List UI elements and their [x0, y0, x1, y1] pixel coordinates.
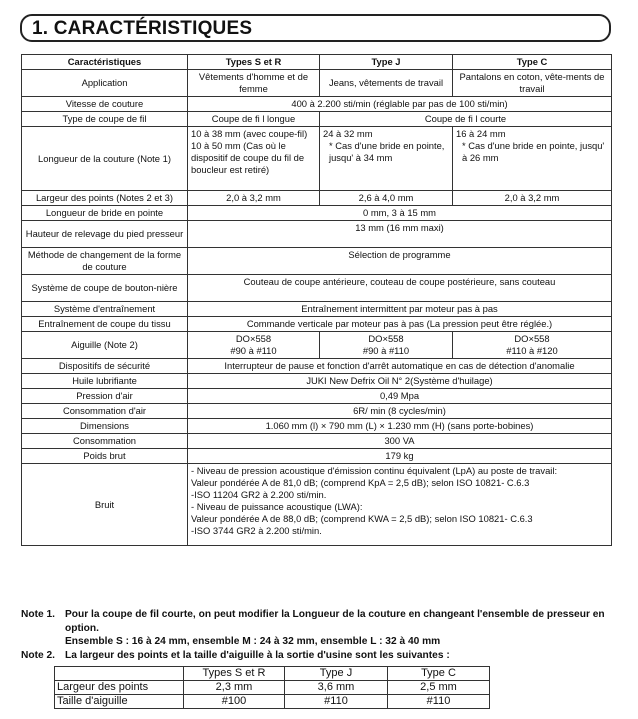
- table-header-row: [22, 55, 612, 70]
- row-label: Largeur des points (Notes 2 et 3): [22, 191, 188, 206]
- row-label: Bruit: [22, 464, 188, 546]
- cell-line: #90 à #110: [230, 345, 277, 356]
- noise-line: Valeur pondérée A de 81,0 dB; (comprend KpA = 2,5 dB); selon ISO 10821- C.6.3: [191, 477, 530, 488]
- cell-all-types: 400 à 2.200 sti/min (réglable par pas de 100 sti/min): [188, 97, 612, 112]
- cell-types-s-r: [188, 127, 320, 191]
- cell-all-types: 6R/ min (8 cycles/min): [188, 404, 612, 419]
- table-cell: #110: [388, 695, 490, 709]
- cell-line: DO×558: [368, 333, 404, 344]
- table-row: [22, 302, 612, 317]
- table-cell: 2,3 mm: [184, 681, 285, 695]
- cell-line: #90 à #110: [362, 345, 410, 356]
- table-row: [22, 97, 612, 112]
- factory-settings-table: [54, 666, 490, 709]
- note-label: Note 2.: [21, 649, 55, 661]
- noise-line: Valeur pondérée A de 88,0 dB; (comprend KWA = 2,5 dB); selon ISO 10821- C.6.3: [191, 513, 533, 524]
- row-label: Dimensions: [22, 419, 188, 434]
- table-row: [55, 695, 490, 709]
- cell-all-types: 300 VA: [188, 434, 612, 449]
- row-label: Consommation d'air: [22, 404, 188, 419]
- cell-type-j: Jeans, vêtements de travail: [320, 70, 453, 97]
- cell-all-types: [188, 464, 612, 546]
- row-label: Type de coupe de fil: [22, 112, 188, 127]
- note-2: [21, 649, 611, 663]
- cell-all-types: 179 kg: [188, 449, 612, 464]
- noise-line: -ISO 11204 GR2 à 2.200 sti/min.: [191, 489, 327, 500]
- section-title: 1. CARACTÉRISTIQUES: [32, 18, 253, 39]
- cell-line: #110 à #120: [506, 345, 558, 356]
- cell-type-j: [320, 332, 453, 359]
- cell-all-types: Sélection de programme: [188, 248, 612, 275]
- cell-type-j: [320, 127, 453, 191]
- cell-line: * Cas d'une bride en pointe, jusqu' à 34 mm: [329, 140, 445, 163]
- table-row: [22, 191, 612, 206]
- note-line: Pour la coupe de fil courte, on peut modifier la Longueur de la couture en changeant l'ensemble de presseur en option.: [65, 609, 605, 634]
- cell-types-s-r: [188, 332, 320, 359]
- cell-types-s-r: 2,0 à 3,2 mm: [188, 191, 320, 206]
- note-label: Note 1.: [21, 609, 55, 620]
- table-row: [22, 206, 612, 221]
- cell-line: DO×558: [514, 333, 550, 344]
- cell-type-c: [453, 127, 612, 191]
- row-label: Système de coupe de bouton-nière: [22, 275, 188, 302]
- cell-all-types: JUKI New Defrix Oil N° 2(Système d'huilage): [188, 374, 612, 389]
- table-row: [22, 449, 612, 464]
- header-cell: Types S et R: [184, 667, 285, 681]
- cell-types-s-r: Coupe de fi l longue: [188, 112, 320, 127]
- header-cell: Type C: [453, 55, 612, 70]
- noise-line: -ISO 3744 GR2 à 2.200 sti/min.: [191, 525, 322, 536]
- row-label: Consommation: [22, 434, 188, 449]
- cell-line: 24 à 32 mm: [323, 128, 373, 139]
- table-row: [22, 419, 612, 434]
- section-title-box: [20, 14, 611, 42]
- table-row: [55, 681, 490, 695]
- notes-section: [21, 608, 611, 662]
- table-row: [22, 434, 612, 449]
- table-cell: 2,5 mm: [388, 681, 490, 695]
- cell-line: 10 à 50 mm (Cas où le dispositif de coupe du fil de boucleur est retiré): [191, 140, 305, 175]
- cell-type-c: Pantalons en coton, vête-ments de travail: [453, 70, 612, 97]
- table-row: [22, 127, 612, 191]
- noise-line: - Niveau de pression acoustique d'émission continu équivalent (LpA) au poste de travail:: [191, 465, 558, 476]
- row-label: Huile lubrifiante: [22, 374, 188, 389]
- cell-all-types: Commande verticale par moteur pas à pas (La pression peut être réglée.): [188, 317, 612, 332]
- table-header-row: [55, 667, 490, 681]
- cell-all-types: 13 mm (16 mm maxi): [188, 221, 612, 248]
- note-line: La largeur des points et la taille d'aiguille à la sortie d'usine sont les suivantes :: [65, 649, 450, 661]
- table-row: [22, 374, 612, 389]
- cell-all-types: Couteau de coupe antérieure, couteau de coupe postérieure, sans couteau: [188, 275, 612, 302]
- header-cell: Type J: [285, 667, 388, 681]
- row-label: Méthode de changement de la forme de couture: [22, 248, 188, 275]
- cell-all-types: Entraînement intermittent par moteur pas à pas: [188, 302, 612, 317]
- row-label: Système d'entraînement: [22, 302, 188, 317]
- header-cell: Caractéristiques: [22, 55, 188, 70]
- table-cell: #100: [184, 695, 285, 709]
- table-row: [22, 317, 612, 332]
- row-label: Taille d'aiguille: [55, 695, 184, 709]
- table-cell: #110: [285, 695, 388, 709]
- table-row: [22, 70, 612, 97]
- note-text: [65, 608, 611, 649]
- header-cell: Type C: [388, 667, 490, 681]
- row-label: Vitesse de couture: [22, 97, 188, 112]
- cell-line: DO×558: [235, 333, 272, 344]
- table-cell: 3,6 mm: [285, 681, 388, 695]
- table-row: [22, 359, 612, 374]
- cell-line: * Cas d'une bride en pointe, jusqu' à 26 mm: [462, 140, 605, 163]
- row-label: Pression d'air: [22, 389, 188, 404]
- row-label: Longueur de bride en pointe: [22, 206, 188, 221]
- header-cell: [55, 667, 184, 681]
- table-row: [22, 248, 612, 275]
- row-label: Hauteur de relevage du pied presseur: [22, 221, 188, 248]
- table-row: [22, 221, 612, 248]
- cell-line: 10 à 38 mm (avec coupe-fil): [191, 128, 308, 139]
- row-label: Aiguille (Note 2): [22, 332, 188, 359]
- cell-type-j: 2,6 à 4,0 mm: [320, 191, 453, 206]
- note-line: Ensemble S : 16 à 24 mm, ensemble M : 24 à 32 mm, ensemble L : 32 à 40 mm: [65, 636, 441, 647]
- table-row: [22, 332, 612, 359]
- spec-table: [21, 54, 612, 546]
- table-row: [22, 464, 612, 546]
- header-cell: Type J: [320, 55, 453, 70]
- table-row: [22, 404, 612, 419]
- table-row: [22, 112, 612, 127]
- cell-all-types: 0,49 Mpa: [188, 389, 612, 404]
- row-label: Largeur des points: [55, 681, 184, 695]
- cell-type-c: 2,0 à 3,2 mm: [453, 191, 612, 206]
- cell-all-types: 1.060 mm (l) × 790 mm (L) × 1.230 mm (H) (sans porte-bobines): [188, 419, 612, 434]
- row-label: Application: [22, 70, 188, 97]
- row-label: Entraînement de coupe du tissu: [22, 317, 188, 332]
- table-row: [22, 389, 612, 404]
- row-label: Longueur de la couture (Note 1): [22, 127, 188, 191]
- table-row: [22, 275, 612, 302]
- cell-line: 16 à 24 mm: [456, 128, 506, 139]
- cell-type-c: [453, 332, 612, 359]
- cell-all-types: Interrupteur de pause et fonction d'arrêt automatique en cas de détection d'anomalie: [188, 359, 612, 374]
- row-label: Poids brut: [22, 449, 188, 464]
- row-label: Dispositifs de sécurité: [22, 359, 188, 374]
- header-cell: Types S et R: [188, 55, 320, 70]
- note-1: [21, 608, 611, 649]
- cell-types-j-c: Coupe de fi l courte: [320, 112, 612, 127]
- cell-types-s-r: Vêtements d'homme et de femme: [188, 70, 320, 97]
- noise-line: - Niveau de puissance acoustique (LWA):: [191, 501, 363, 512]
- cell-all-types: 0 mm, 3 à 15 mm: [188, 206, 612, 221]
